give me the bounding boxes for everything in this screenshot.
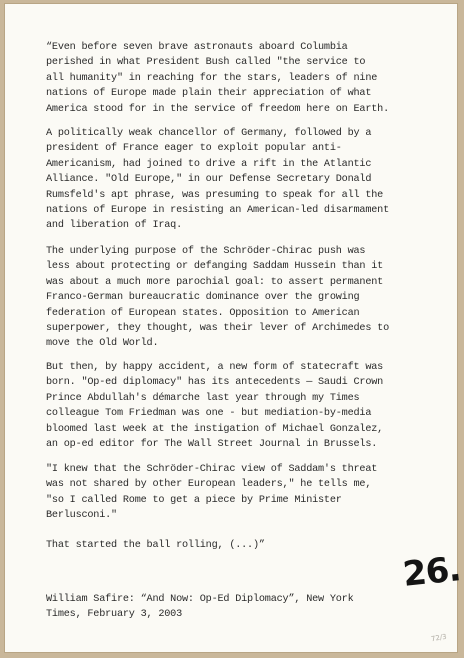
text-line: and liberation of Iraq.: [46, 220, 183, 232]
text-line: bloomed last week at the instigation of Michael Gonzalez,: [46, 423, 384, 435]
text-line: "I knew that the Schröder-Chirac view of Saddam's threat: [46, 464, 378, 475]
paragraph-op-ed-diplomacy: [46, 360, 446, 452]
text-line: A politically weak chancellor of Germany, followed by a: [46, 128, 372, 139]
citation-line: William Safire: “And Now: Op-Ed Diplomacy”, New York: [46, 594, 354, 605]
text-line: an op-ed editor for The Wall Street Journal in Brussels.: [46, 439, 378, 451]
paragraph-quote-gonzalez: [46, 462, 446, 524]
citation: [46, 592, 446, 623]
text-line: That started the ball rolling, (...)”: [46, 540, 265, 551]
text-line: Berlusconi.": [46, 510, 117, 522]
text-line: America stood for in the service of freedom here on Earth.: [46, 103, 389, 115]
text-line: Rumsfeld's apt phrase, was presuming to speak for all the: [46, 189, 384, 201]
citation-line: Times, February 3, 2003: [46, 609, 183, 621]
handwritten-page-number: 26.: [401, 549, 463, 595]
paragraph-old-europe: [46, 126, 446, 234]
text-line: all humanity" in reaching for the stars, leaders of nine: [46, 72, 378, 84]
text-line: superpower, they thought, was their lever of Archimedes to: [46, 323, 389, 335]
text-line: colleague Tom Friedman was one - but mediation-by-media: [46, 408, 372, 420]
paragraph-closing: [46, 538, 446, 553]
text-line: was not shared by other European leaders," he tells me,: [46, 479, 372, 491]
pencil-annotation: 72/3: [430, 632, 448, 644]
text-line: move the Old World.: [46, 338, 159, 350]
paragraph-underlying-purpose: [46, 244, 446, 352]
text-line: The underlying purpose of the Schröder-Chirac push was: [46, 246, 366, 257]
text-line: less about protecting or defanging Saddam Hussein than it: [46, 261, 384, 273]
text-line: nations of Europe in resisting an American-led disarmament: [46, 205, 389, 217]
text-line: federation of European states. Opposition to American: [46, 307, 360, 319]
text-line: Alliance. "Old Europe," in our Defense Secretary Donald: [46, 174, 372, 186]
paragraph-columbia: [46, 40, 446, 117]
document-page: [5, 4, 463, 652]
text-line: Franco-German bureaucratic dominance over the growing: [46, 292, 360, 304]
text-line: president of France eager to exploit popular anti-: [46, 143, 342, 155]
text-line: "so I called Rome to get a piece by Prime Minister: [46, 494, 342, 506]
text-line: born. "Op-ed diplomacy" has its antecedents — Saudi Crown: [46, 377, 384, 389]
text-line: nations of Europe made plain their appreciation of what: [46, 88, 372, 100]
text-line: was about a much more parochial goal: to assert permanent: [46, 276, 384, 288]
text-line: Prince Abdullah's démarche last year through my Times: [46, 392, 360, 404]
text-line: Americanism, had joined to drive a rift in the Atlantic: [46, 158, 372, 170]
text-line: perished in what President Bush called "the service to: [46, 57, 366, 69]
text-line: “Even before seven brave astronauts aboard Columbia: [46, 42, 348, 53]
text-line: But then, by happy accident, a new form of statecraft was: [46, 362, 384, 373]
